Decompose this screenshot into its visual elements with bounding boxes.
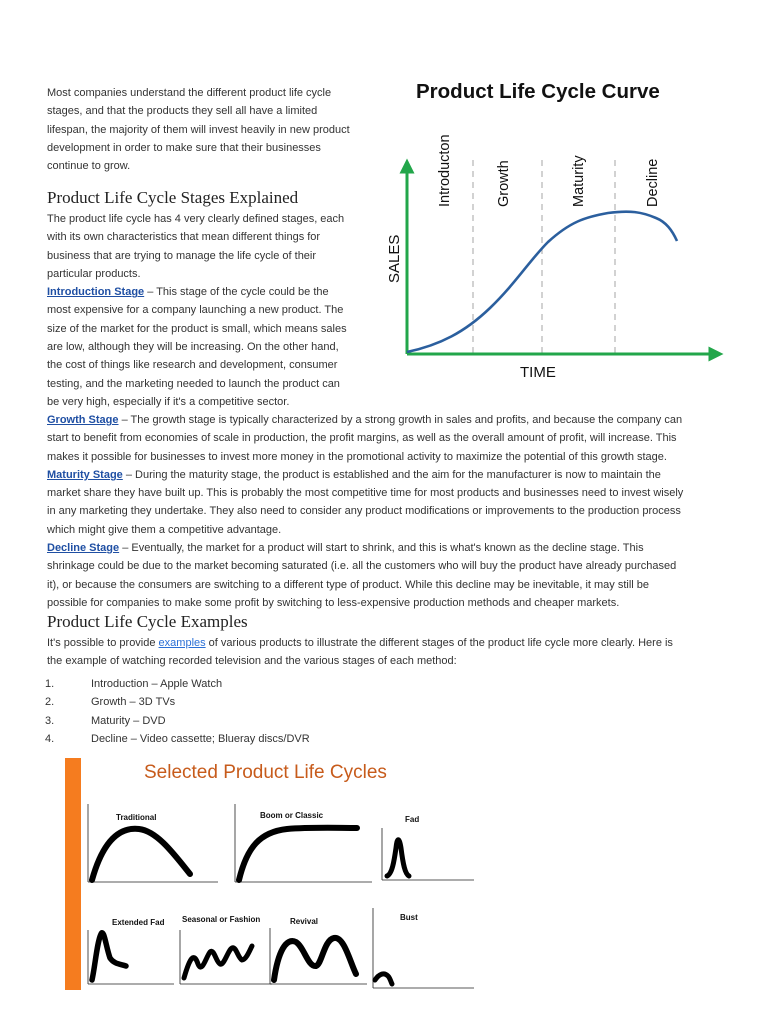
panel-label: Revival <box>290 917 319 926</box>
growth-line: start to benefit from economies of scale in production, the profit margins, as well as the overall amount of profit, will increase. This <box>47 432 677 445</box>
growth-stage-text: – The growth stage is typically characterized by a strong growth in sales and profits, and because the company can <box>118 414 683 426</box>
maturity-line: in any marketing they undertake. They also need to consider any product modifications or improvements to the production process <box>47 505 681 518</box>
stages-line: most expensive for a company launching a new product. The <box>47 304 344 317</box>
intro-line: development in order to make sure that their businesses <box>47 141 321 154</box>
stage-label-decline: Decline <box>645 158 661 207</box>
decline-line: possible for companies to make some profit by switching to less-expensive production methods and cheaper markets. <box>47 596 620 609</box>
stages-line: size of the market for the product is small, which means sales <box>47 322 347 335</box>
list-text: Decline – Video cassette; Blueray discs/DVR <box>91 732 310 745</box>
maturity-line: market share they have built up. This is probably the most competitive time for most products and businesses need to invest wisely <box>47 487 684 500</box>
panel-curve <box>184 946 252 978</box>
stages-line: the cost of things like research and development, consumer <box>47 359 338 372</box>
examples-paragraph <box>47 634 737 671</box>
selected-plc-figure <box>82 752 482 992</box>
stage-label-growth: Growth <box>496 160 512 207</box>
list-number: 3. <box>45 714 55 727</box>
examples-line <box>47 634 737 652</box>
section-heading-examples: Product Life Cycle Examples <box>47 612 248 631</box>
panel-label: Boom or Classic <box>260 811 324 820</box>
stage-label-maturity: Maturity <box>571 155 587 207</box>
list-text: Growth – 3D TVs <box>91 696 176 709</box>
decline-stage-paragraph <box>47 539 737 557</box>
stages-line: be very high, especially if it's a competitive sector. <box>47 395 290 408</box>
y-axis-label: SALES <box>386 234 403 283</box>
intro-paragraph <box>47 84 377 175</box>
list-item <box>45 730 545 748</box>
introduction-stage-paragraph <box>47 283 377 301</box>
examples-list <box>45 675 545 748</box>
decline-stage-link[interactable]: Decline Stage <box>47 542 120 555</box>
stages-line: are low, although they will be increasing. On the other hand, <box>47 341 339 354</box>
decline-line: shrinkage could be due to the market becoming saturated (i.e. all the customers who will buy the product have already purchased <box>47 560 677 573</box>
panel-label: Seasonal or Fashion <box>182 915 261 924</box>
stages-line: business that are trying to manage the life cycle of their <box>47 249 317 262</box>
introduction-stage-text: – This stage of the cycle could be the <box>144 286 329 299</box>
panel-curve <box>274 938 356 980</box>
examples-line: the example of watching recorded television and the various stages of each method: <box>47 655 457 668</box>
panel-curve <box>92 829 190 880</box>
stages-line: testing, and the marketing needed to launch the product can <box>47 377 340 390</box>
maturity-line: which might give them a competitive advantage. <box>47 523 282 536</box>
decline-stage-text: – Eventually, the market for a product will start to shrink, and this is what's known as the decline stage. This <box>119 542 644 555</box>
panel-curve <box>239 828 357 880</box>
selected-plc-title: Selected Product Life Cycles <box>144 762 387 783</box>
intro-line: Most companies understand the different product life cycle <box>47 87 332 99</box>
maturity-stage-link[interactable]: Maturity Stage <box>47 468 123 481</box>
panel-traditional <box>88 804 218 882</box>
intro-line: continue to grow. <box>47 160 131 173</box>
examples-text: of various products to illustrate the different stages of the product life cycle more clearly. Here is <box>205 637 673 649</box>
stages-line: with its own characteristics that mean different things for <box>47 231 321 244</box>
orange-side-bar <box>65 758 81 990</box>
growth-stage-paragraph <box>47 411 737 429</box>
panel-label: Bust <box>400 913 418 922</box>
list-text: Introduction – Apple Watch <box>91 678 223 690</box>
stages-line: The product life cycle has 4 very clearly defined stages, each <box>47 213 345 225</box>
list-item <box>45 693 545 711</box>
panel-curve <box>375 974 392 984</box>
intro-line: stages, and that the products they sell all have a limited <box>47 105 318 118</box>
introduction-stage-link[interactable]: Introduction Stage <box>47 286 145 299</box>
panel-label: Fad <box>405 815 420 824</box>
decline-line: it), or because the consumers are switching to a different type of product. While this decline may be inevitable, it may still be <box>47 578 650 591</box>
growth-line: makes it possible for businesses to invest more money in the promotional activity to maximize the potential of this growth stage. <box>47 450 667 463</box>
stages-intro-paragraph <box>47 210 377 411</box>
panel-revival <box>270 917 367 984</box>
maturity-stage-paragraph <box>47 466 737 484</box>
plc-curve-figure <box>380 70 740 390</box>
plc-title: Product Life Cycle Curve <box>416 80 660 103</box>
x-axis-label: TIME <box>520 364 556 381</box>
list-number: 4. <box>45 732 55 745</box>
section-heading-stages: Product Life Cycle Stages Explained <box>47 188 299 207</box>
intro-line: lifespan, the majority of them will invest heavily in new product <box>47 123 350 136</box>
stages-full-width-paragraphs <box>47 411 737 612</box>
maturity-stage-text: – During the maturity stage, the product is established and the aim for the manufacturer is now to maintain the <box>122 468 661 481</box>
panel-bust <box>373 908 474 988</box>
list-number: 2. <box>45 696 55 709</box>
examples-text: It's possible to provide <box>47 637 159 649</box>
stages-line: particular products. <box>47 267 141 280</box>
list-item <box>45 712 545 730</box>
list-number: 1. <box>45 678 55 690</box>
panel-boom-or-classic <box>235 804 372 882</box>
panel-extended-fad <box>88 918 174 984</box>
panel-label: Traditional <box>116 813 157 822</box>
panel-curve <box>387 840 409 876</box>
growth-stage-link[interactable]: Growth Stage <box>47 414 119 426</box>
panel-label: Extended Fad <box>112 918 165 927</box>
panel-curve <box>92 933 126 980</box>
panel-seasonal-or-fashion <box>180 915 272 984</box>
list-text: Maturity – DVD <box>91 714 166 727</box>
list-item <box>45 675 545 693</box>
panel-fad <box>382 815 474 880</box>
stage-label-introduction: Introducton <box>437 134 453 207</box>
examples-link[interactable]: examples <box>158 637 206 649</box>
